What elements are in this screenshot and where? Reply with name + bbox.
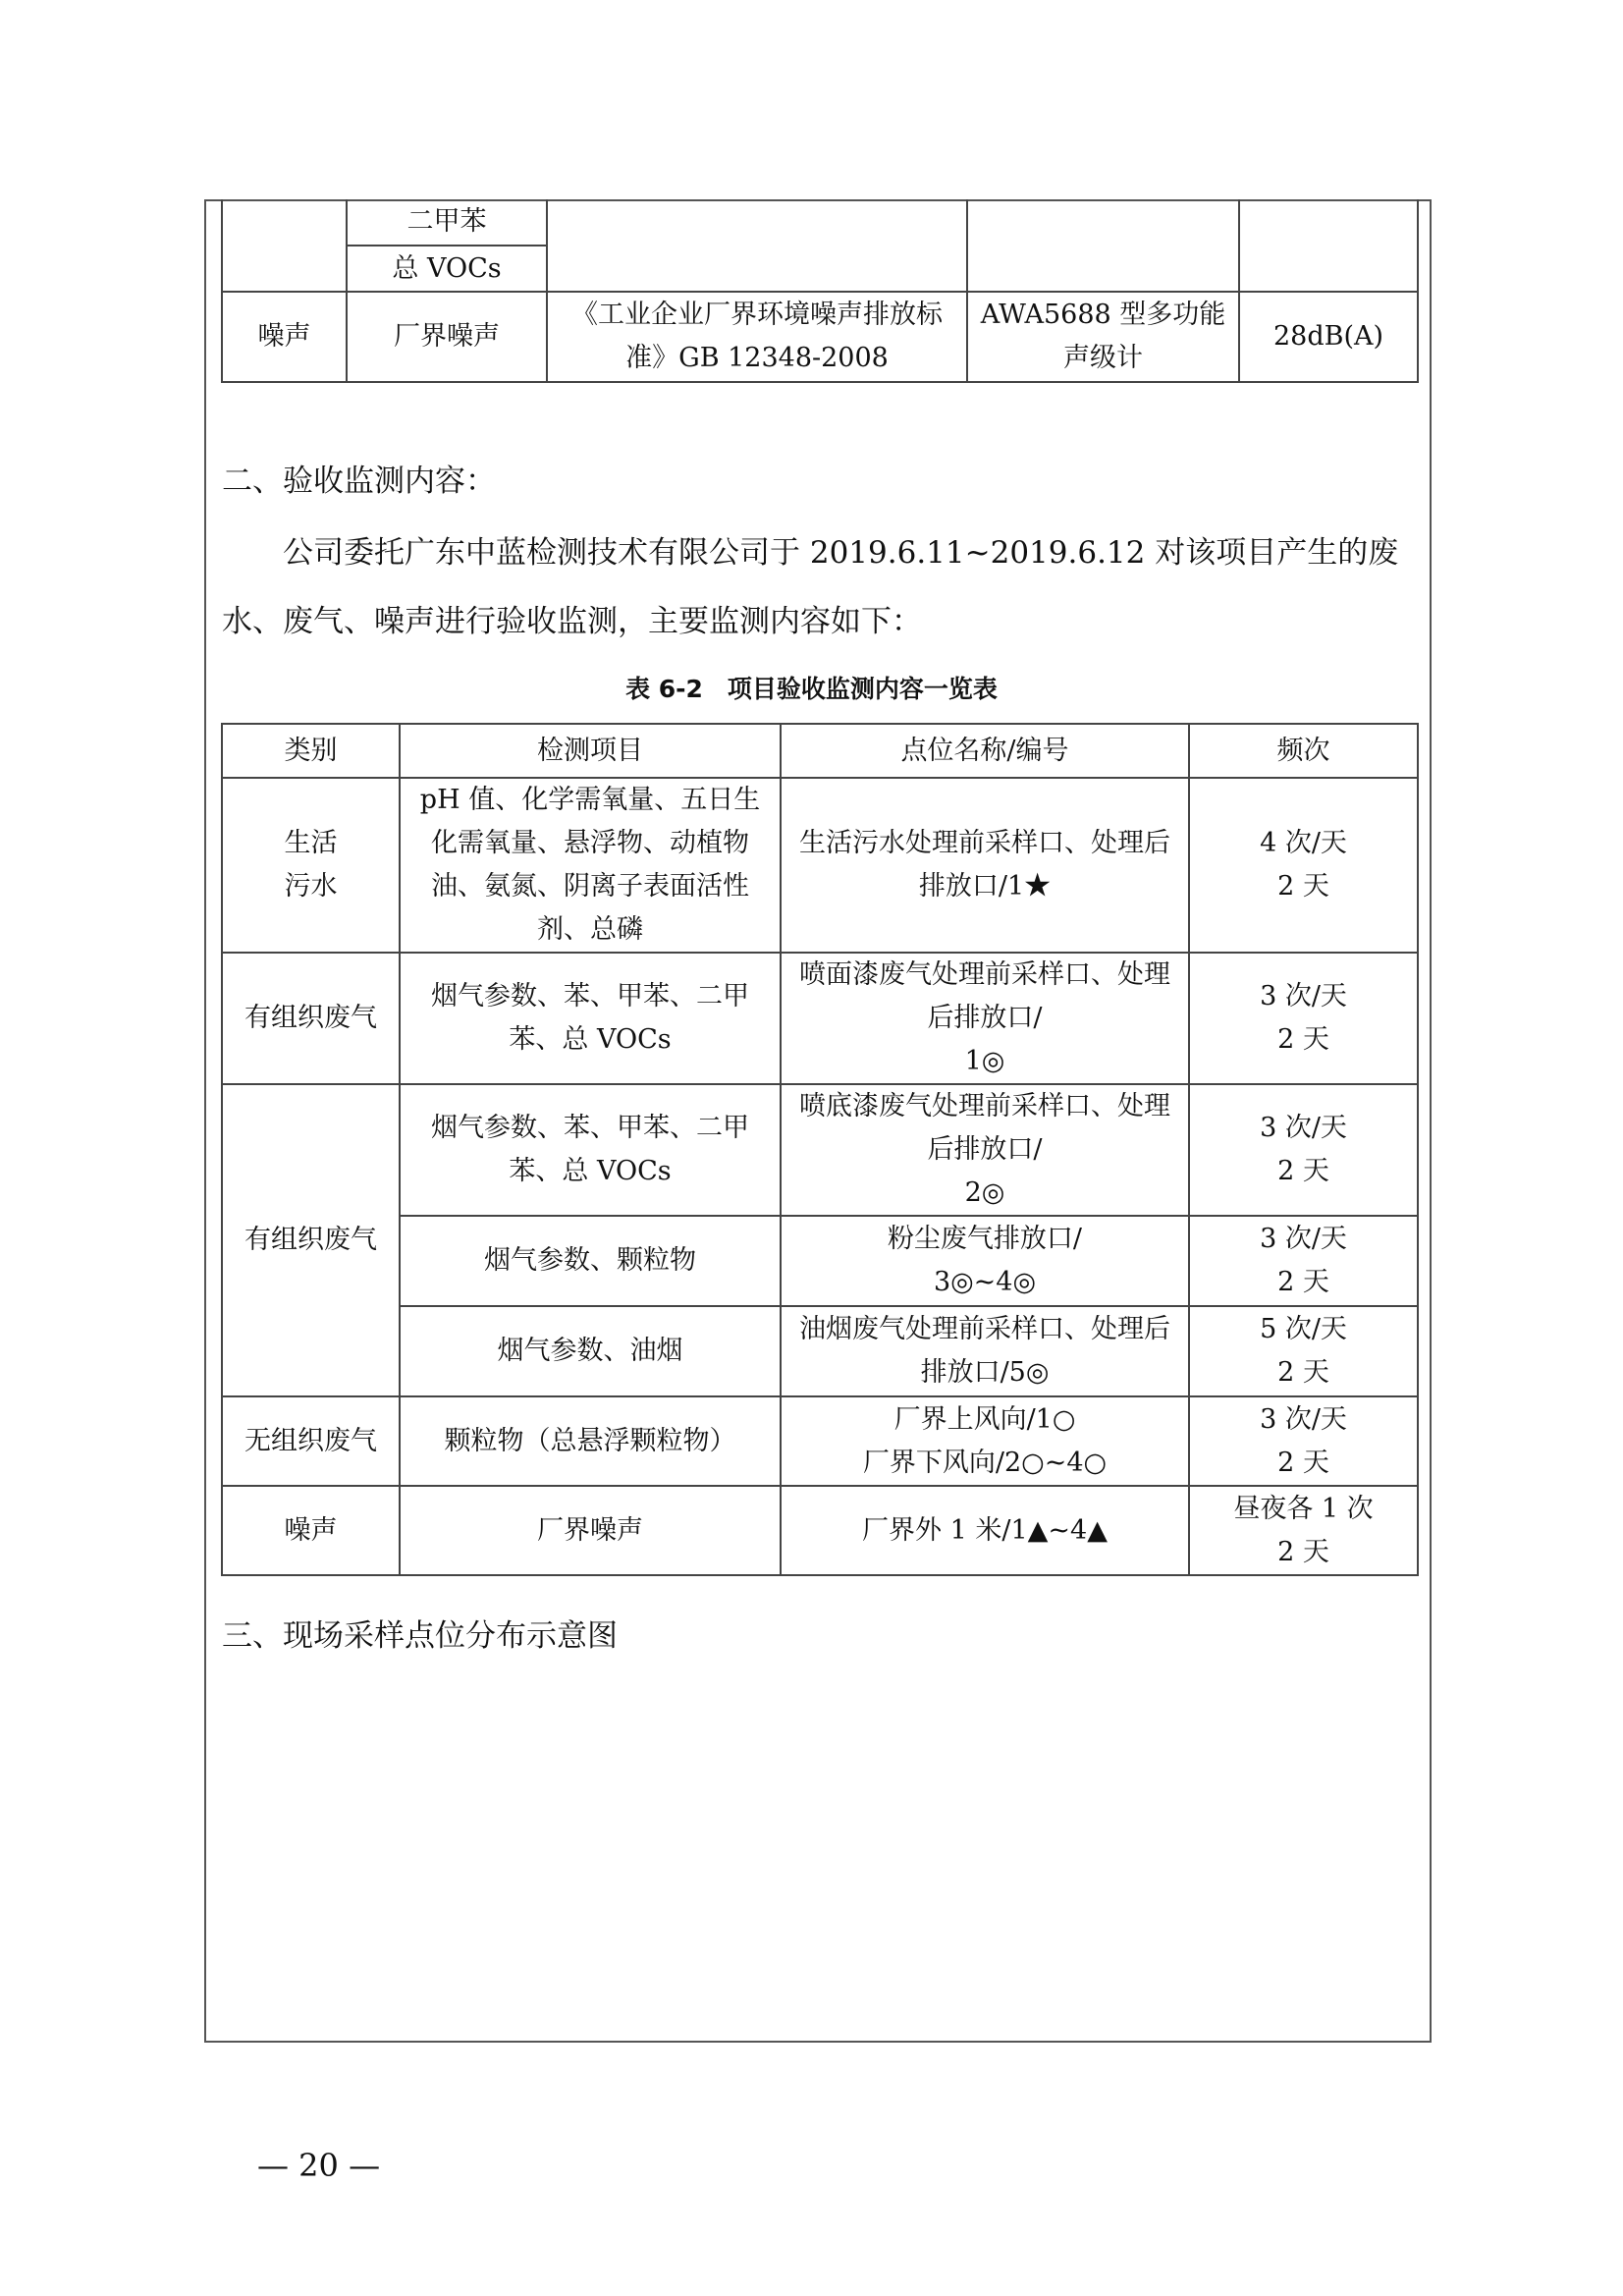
- section-heading: 三、现场采样点位分布示意图: [222, 1618, 618, 1654]
- column-header: 类别: [222, 724, 400, 778]
- table-row: [222, 1396, 1418, 1486]
- table-cell: 颗粒物（总悬浮颗粒物）: [400, 1396, 781, 1486]
- table-cell: 28dB(A): [1239, 292, 1418, 382]
- table-cell: 生活污水处理前采样口、处理后排放口/1★: [781, 778, 1189, 953]
- table-row: [222, 199, 1418, 246]
- table-row: [222, 1084, 1418, 1216]
- table-cell: 3 次/天 2 天: [1189, 1084, 1418, 1216]
- table-cell: 生活 污水: [222, 778, 400, 953]
- table-cell: 无组织废气: [222, 1396, 400, 1486]
- standards-table: [221, 199, 1419, 383]
- column-header: 频次: [1189, 724, 1418, 778]
- table-cell: 烟气参数、苯、甲苯、二甲苯、总 VOCs: [400, 953, 781, 1084]
- section-heading: 二、验收监测内容：: [222, 464, 496, 499]
- table-cell: 烟气参数、油烟: [400, 1306, 781, 1396]
- table-cell: 有组织废气: [222, 953, 400, 1084]
- table-row: [222, 1306, 1418, 1396]
- table-row: [222, 1216, 1418, 1306]
- table-cell: 厂界外 1 米/1▲~4▲: [781, 1486, 1189, 1575]
- table-cell: [967, 199, 1239, 292]
- table-cell: 3 次/天 2 天: [1189, 1216, 1418, 1306]
- table-cell: 厂界上风向/1○ 厂界下风向/2○~4○: [781, 1396, 1189, 1486]
- table-cell: pH 值、化学需氧量、五日生化需氧量、悬浮物、动植物油、氨氮、阴离子表面活性剂、总磷: [400, 778, 781, 953]
- body-paragraph: 公司委托广东中蓝检测技术有限公司于 2019.6.11~2019.6.12 对该项目产生的废水、废气、噪声进行验收监测，主要监测内容如下：: [222, 535, 1399, 639]
- table-cell: 3 次/天 2 天: [1189, 1396, 1418, 1486]
- table-row: [222, 953, 1418, 1084]
- table-cell: 烟气参数、颗粒物: [400, 1216, 781, 1306]
- table-cell: 烟气参数、苯、甲苯、二甲苯、总 VOCs: [400, 1084, 781, 1216]
- table-cell: 噪声: [222, 292, 347, 382]
- table-cell: 有组织废气: [222, 1084, 400, 1396]
- table-cell: 二甲苯: [347, 199, 547, 246]
- table-cell: 《工业企业厂界环境噪声排放标准》GB 12348-2008: [547, 292, 967, 382]
- table-row: [222, 292, 1418, 382]
- table-row: [222, 1486, 1418, 1575]
- table-cell: 噪声: [222, 1486, 400, 1575]
- table-cell: [1239, 199, 1418, 292]
- table-caption: 表 6-2 项目验收监测内容一览表: [625, 675, 998, 703]
- table-cell: [222, 199, 347, 292]
- column-header: 检测项目: [400, 724, 781, 778]
- table-cell: 粉尘废气排放口/ 3◎~4◎: [781, 1216, 1189, 1306]
- table-cell: 昼夜各 1 次 2 天: [1189, 1486, 1418, 1575]
- table-header-row: [222, 724, 1418, 778]
- table-cell: 喷底漆废气处理前采样口、处理后排放口/ 2◎: [781, 1084, 1189, 1216]
- table-cell: 4 次/天 2 天: [1189, 778, 1418, 953]
- table-cell: 3 次/天 2 天: [1189, 953, 1418, 1084]
- column-header: 点位名称/编号: [781, 724, 1189, 778]
- table-cell: [547, 199, 967, 292]
- page-number: — 20 —: [257, 2147, 381, 2184]
- table-cell: 厂界噪声: [347, 292, 547, 382]
- table-cell: 厂界噪声: [400, 1486, 781, 1575]
- table-cell: 5 次/天 2 天: [1189, 1306, 1418, 1396]
- table-cell: 总 VOCs: [347, 246, 547, 292]
- table-row: [222, 778, 1418, 953]
- table-cell: AWA5688 型多功能声级计: [967, 292, 1239, 382]
- table-cell: 喷面漆废气处理前采样口、处理后排放口/ 1◎: [781, 953, 1189, 1084]
- table-cell: 油烟废气处理前采样口、处理后排放口/5◎: [781, 1306, 1189, 1396]
- monitoring-content-table: [221, 723, 1419, 1576]
